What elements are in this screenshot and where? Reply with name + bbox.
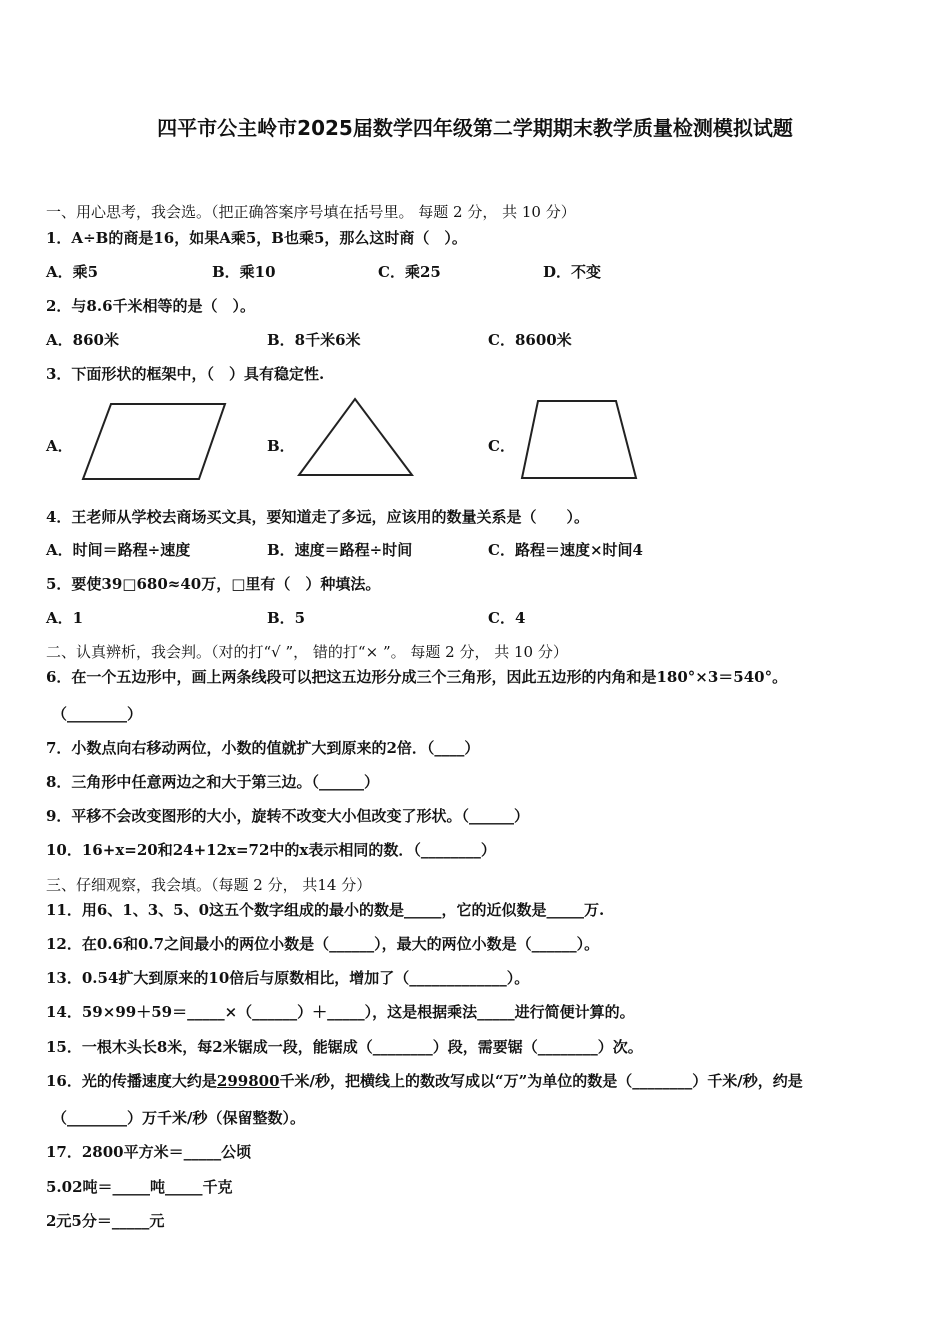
q3-option-b-label: B．	[267, 437, 295, 455]
q2-option-a: A．860米	[46, 331, 119, 349]
question-9: 9．平移不会改变图形的大小，旋转不改变大小但改变了形状。（______）	[46, 807, 529, 825]
page-title: 四平市公主岭市2025届数学四年级第二学期期末教学质量检测模拟试题	[157, 116, 793, 140]
question-15: 15．一根木头长8米，每2米锯成一段，能锯成（________）段，需要锯（________）次。	[46, 1038, 643, 1056]
q3-option-c-label: C．	[488, 437, 515, 455]
triangle-shape	[294, 394, 418, 480]
q3-option-a-label: A．	[46, 437, 73, 455]
question-14: 14．59×99＋59＝_____×（______）＋_____），这是根据乘法_____进行简便计算的。	[46, 1003, 635, 1021]
q1-option-d: D．不变	[543, 263, 602, 281]
question-6: 6．在一个五边形中，画上两条线段可以把这五边形分成三个三角形，因此五边形的内角和是180°×3＝540°。	[46, 668, 788, 686]
question-7: 7．小数点向右移动两位，小数的值就扩大到原来的2倍．（____）	[46, 739, 480, 757]
q16-underlined-number: 299800	[216, 1072, 280, 1090]
question-17-part-2: 5.02吨＝_____吨_____千克	[46, 1178, 233, 1196]
q2-option-b: B．8千米6米	[267, 331, 361, 349]
question-17: 17．2800平方米＝_____公顷	[46, 1143, 252, 1161]
q2-option-c: C．8600米	[488, 331, 572, 349]
q4-option-a: A．时间＝路程÷速度	[46, 541, 191, 559]
section-heading-2: 二、认真辨析，我会判。（对的打“√ ”， 错的打“× ”。 每题 2 分， 共 10 分）	[46, 643, 568, 661]
q5-option-c: C．4	[488, 609, 526, 627]
q5-option-b: B．5	[267, 609, 306, 627]
q1-option-a: A．乘5	[46, 263, 99, 281]
q16-prefix: 16．光的传播速度大约是	[46, 1072, 217, 1090]
question-10: 10．16+x=20和24+12x=72中的x表示相同的数．（________）	[46, 841, 496, 859]
q4-option-b: B．速度＝路程÷时间	[267, 541, 413, 559]
q4-option-c: C．路程＝速度×时间4	[488, 541, 643, 559]
section-heading-3: 三、仔细观察，我会填。（每题 2 分， 共14 分）	[46, 876, 372, 894]
q16-suffix: 千米/秒，把横线上的数改写成以“万”为单位的数是（________）千米/秒，约是	[279, 1072, 803, 1090]
question-16	[46, 1071, 803, 1091]
question-3: 3．下面形状的框架中，（ ）具有稳定性.	[46, 365, 325, 383]
section-heading-1: 一、用心思考，我会选。（把正确答案序号填在括号里。 每题 2 分， 共 10 分）	[46, 203, 576, 221]
question-13: 13．0.54扩大到原来的10倍后与原数相比，增加了（_____________）。	[46, 969, 530, 987]
question-12: 12．在0.6和0.7之间最小的两位小数是（______），最大的两位小数是（______）。	[46, 935, 600, 953]
trapezoid-shape	[518, 396, 642, 484]
question-1: 1．A÷B的商是16，如果A乘5，B也乘5，那么这时商（ ）。	[46, 229, 467, 247]
question-2: 2．与8.6千米相等的是（ ）。	[46, 297, 256, 315]
q6-answer-blank: （________）	[52, 705, 143, 723]
parallelogram-shape	[78, 398, 230, 484]
q5-option-a: A．1	[46, 609, 84, 627]
question-8: 8．三角形中任意两边之和大于第三边。（______）	[46, 773, 379, 791]
q1-option-b: B．乘10	[212, 263, 276, 281]
question-17-part-3: 2元5分＝_____元	[46, 1212, 165, 1230]
question-5: 5．要使39□680≈40万，□里有（ ）种填法。	[46, 575, 381, 593]
q1-option-c: C．乘25	[378, 263, 441, 281]
question-4: 4．王老师从学校去商场买文具，要知道走了多远，应该用的数量关系是（ ）。	[46, 508, 589, 526]
question-11: 11．用6、1、3、5、0这五个数字组成的最小的数是_____，它的近似数是_____万.	[46, 901, 605, 919]
question-16-line-2: （________）万千米/秒（保留整数）。	[52, 1109, 305, 1127]
